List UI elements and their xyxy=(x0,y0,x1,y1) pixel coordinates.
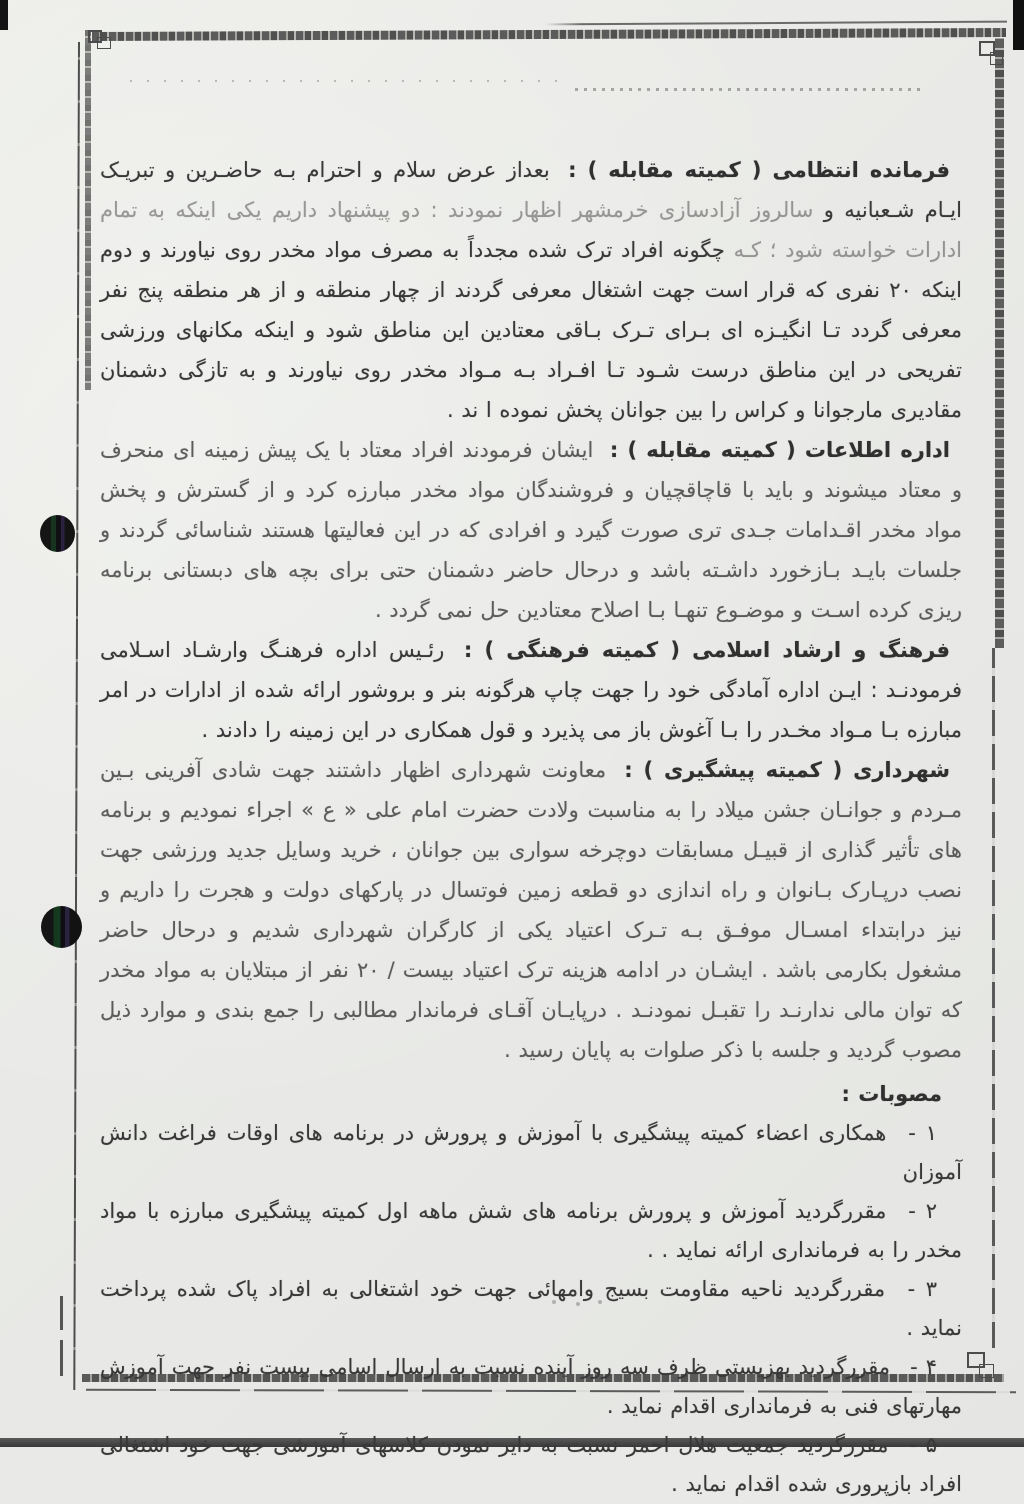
resolution-item-5 xyxy=(100,1426,962,1504)
resolution-text: مقررگردید جمعیت هلال احمر نسبت به دایر نمودن کلاسهای آموزشی جهت خود اشتغالی افراد بازپروری شده اقدام نماید . xyxy=(100,1433,962,1496)
paragraph-body: چگونه افراد ترک شده مجدداً به مصرف مواد مخدر روی نیاورند و دوم اینکه ۲۰ نفری که قرار است جهت اشتغال معرفی گردند از چهار منطقه و از هر منطقه پنج نفر معرفی گردد تـا انگیـزه ای بـرای تـرک بـاقی معتادین این مناطق شود و اینکه مکانهای ورزشی تفریحی در این مناطق درست شـود تـا افـراد بـه مـواد مخدر روی نیاورند و به تازگی دشمنان مقادیری مارجوانا و کراس را بین جوانان پخش نموده ا ند . xyxy=(100,238,962,422)
punch-hole-top xyxy=(40,515,75,552)
page-border-top xyxy=(92,28,1006,41)
resolution-number: ۴ - xyxy=(910,1355,937,1379)
paragraph-body: معاونت شهرداری اظهار داشتند جهت شادی آفرینی بـین مـردم و جوانـان جشن میلاد را به مناسبت ولادت حضرت امام علی « ع » اجراء نمودیم و برنامه های تأثیر گذاری از قبیـل مسابقات دوچرخه سواری بین جوانان ، خرید وسایل جدید ورزشی جهت نصب درپـارک بـانوان و راه اندازی دو قطعه زمین فوتسال در پارکهای دولت و هجرت را داریم و نیز درابتداء امسـال موفـق بـه تـرک اعتیاد یکی از کارگران شهرداری شدیم و درحال حاضر مشغول بکارمی باشد . ایشـان در ادامه هزینه ترک اعتیاد بیست / ۲۰ نفر از مبتلایان به مواد مخدر که توان مالی ندارنـد را تقبـل نمودنـد . درپایـان آقـای فرماندار مطالبی را جمع بندی و موارد ذیل مصوب گردید و جلسه با ذکر صلوات به پایان رسید . xyxy=(100,758,962,1062)
resolution-number: ۵ - xyxy=(909,1433,937,1457)
frame-corner-bottom-left xyxy=(60,1296,63,1330)
paragraph-police-commander xyxy=(100,150,962,430)
scanner-edge-top-right xyxy=(1013,0,1024,50)
resolution-text: همکاری اعضاء کمیته پیشگیری با آموزش و پرورش در برنامه های اوقات فراغت دانش آموزان xyxy=(100,1121,962,1184)
paragraph-intelligence-office xyxy=(100,430,962,630)
resolution-number: ۳ - xyxy=(907,1277,937,1301)
resolution-number: ۲ - xyxy=(908,1199,937,1223)
page-border-top-thin-line xyxy=(545,21,1007,26)
photocopy-noise-row-left xyxy=(130,80,560,82)
page-border-right-lower xyxy=(992,648,995,1348)
scanner-edge-top-left xyxy=(0,0,8,30)
page-border-left xyxy=(73,42,80,1390)
resolutions-heading: مصوبات : xyxy=(841,1082,942,1106)
resolution-item-1 xyxy=(100,1114,962,1192)
resolution-item-3 xyxy=(100,1270,962,1348)
punch-hole-bottom xyxy=(41,906,82,948)
resolution-item-2 xyxy=(100,1192,962,1270)
paragraph-body: رئـیس اداره فرهنـگ وارشـاد اسـلامی فرمودنـد : ایـن اداره آمادگی خود را جهت چاپ هرگونه بنر و بروشور ارائه شده از ادارات در امر مبارزه بـا مـواد مخـدر را بـا آغوش باز می پذیرد و قول همکاری در این زمینه را دادند . xyxy=(100,638,962,742)
document-text xyxy=(100,150,962,1504)
paragraph-heading: فرهنگ و ارشاد اسلامی ( کمیته فرهنگی ) : xyxy=(463,638,950,662)
resolution-text: مقررگردید آموزش و پرورش برنامه های شش ماهه اول کمیته پیشگیری مبارزه با مواد مخدر را به فرمانداری ارائه نماید . . xyxy=(100,1199,962,1262)
paragraph-heading: فرمانده انتظامی ( کمیته مقابله ) : xyxy=(568,158,950,182)
page-border-left-texture xyxy=(85,30,91,390)
photocopy-noise-row-right xyxy=(575,88,925,91)
paragraph-municipality xyxy=(100,750,962,1070)
paragraph-body-faded-line: سالروز آزادسازی خرمشهر اظهار نمودند : دو پیشنهاد داریم یکی اینکه به تمام ادارات خواسته شود ؛ کـه xyxy=(100,198,962,262)
resolution-text: مقررگردید ناحیه مقاومت بسیج وامهائی جهت خود اشتغالی به افراد پاک شده پرداخت نماید . xyxy=(100,1277,962,1340)
page-border-right-upper xyxy=(995,38,1004,648)
paragraph-heading: اداره اطلاعات ( کمیته مقابله ) : xyxy=(609,438,950,462)
frame-corner-bottom-right-inner xyxy=(979,1364,994,1378)
frame-corner-bottom-left-inner xyxy=(60,1340,63,1376)
paragraph-body: بعداز عرض سلام و احترام بـه حاضـرین و تبریـک ایـام شـعبانیه و xyxy=(100,158,962,222)
frame-corner-top-left-inner xyxy=(97,37,111,49)
paragraph-heading: شهرداری ( کمیته پیشگیری ) : xyxy=(624,758,950,782)
resolution-text: مقررگردید بهزیستی ظرف سه روز آینده نسبت به ارسال اسامی بیست نفر جهت آموزش مهارتهای فنی به فرمانداری اقدام نماید . xyxy=(100,1355,962,1418)
resolution-number: ۱ - xyxy=(908,1121,937,1145)
frame-corner-top-right-inner xyxy=(990,52,1003,65)
paragraph-body: ایشان فرمودند افراد معتاد با یک پیش زمینه ای منحرف و معتاد میشوند و باید با قاچاقچیان و فروشندگان مواد مخدر مبارزه کرد و از گسترش و پخش مواد مخدر اقـدامات جـدی تری صورت گیرد و افرادی که در این فعالیتها هستند شناسائی گردند و جلسات بایـد بـازخورد داشـته باشد و درحال حاضر دشمنان حتی برای بچه های دبستانی برنامه ریزی کرده اسـت و موضـوع تنهـا بـا اصلاح معتادین حل نمی گردد . xyxy=(100,438,962,622)
paragraph-culture-guidance xyxy=(100,630,962,750)
resolution-item-4 xyxy=(100,1348,962,1426)
